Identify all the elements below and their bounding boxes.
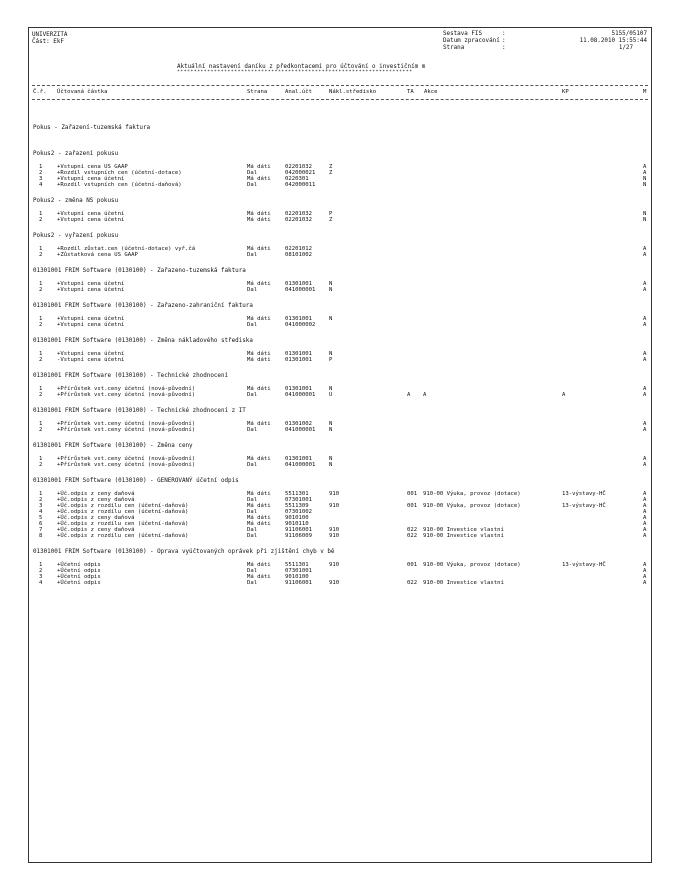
row-number: 1 — [39, 164, 43, 170]
row-action: 910-00 Investice vlastní — [423, 527, 504, 533]
row-side: Dal — [247, 392, 258, 398]
row-side: Má dáti — [247, 357, 271, 363]
row-side: Dal — [247, 533, 258, 539]
row-amount: +Vstupní cena účetní — [57, 316, 125, 322]
column-header: TA — [407, 89, 414, 95]
row-account: 041000001 — [285, 462, 316, 468]
row-m: A — [643, 574, 647, 580]
row-number: 4 — [39, 182, 43, 188]
row-number: 1 — [39, 351, 43, 357]
row-m: A — [643, 521, 647, 527]
row-amount: +Úč.odpis z rozdílu cen (účetní-daňová) — [57, 503, 189, 509]
row-number: 2 — [39, 497, 43, 503]
row-side: Má dáti — [247, 211, 271, 217]
row-amount: +Účetní odpis — [57, 562, 101, 568]
row-amount: +Úč.odpis z ceny daňová — [57, 515, 135, 521]
row-cost-center: U — [329, 392, 333, 398]
row-m: A — [643, 170, 647, 176]
row-account: 01301001 — [285, 456, 312, 462]
row-account: 02201032 — [285, 217, 312, 223]
row-m: A — [643, 322, 647, 328]
row-action: 910-00 Investice vlastní — [423, 533, 504, 539]
row-cost-center: N — [329, 462, 333, 468]
row-cost-center: Z — [329, 164, 333, 170]
row-number: 2 — [39, 357, 43, 363]
section-title: 01301001 FRIM Software (0130100) - Oprava vyúčtovaných oprávek při zjištění chyb v bě — [33, 549, 335, 555]
row-account: 01301001 — [285, 281, 312, 287]
row-cost-center: Z — [329, 170, 333, 176]
row-side: Dal — [247, 182, 258, 188]
row-number: 1 — [39, 386, 43, 392]
row-side: Má dáti — [247, 386, 271, 392]
row-m: A — [643, 281, 647, 287]
row-cost-center: 910 — [329, 562, 340, 568]
row-cost-center: 910 — [329, 533, 340, 539]
row-m: A — [643, 503, 647, 509]
row-cost-center: P — [329, 357, 333, 363]
row-amount: +Vstupní cena účetní — [57, 351, 125, 357]
page-value: 1/27 — [618, 45, 633, 51]
row-account: 01301001 — [285, 357, 312, 363]
row-account: 5511301 — [285, 491, 309, 497]
row-amount: +Úč.odpis z ceny daňová — [57, 497, 135, 503]
row-m: N — [643, 211, 647, 217]
row-amount: +Rozdíl zůstat.cen (účetní-dotace) vyř.čá — [57, 246, 196, 252]
row-amount: +Přírůstek vst.ceny účetní (nová-původní) — [57, 392, 196, 398]
row-number: 2 — [39, 462, 43, 468]
row-account: 5511301 — [285, 562, 309, 568]
row-number: 2 — [39, 252, 43, 258]
page-label: Strana — [443, 45, 465, 51]
row-side: Má dáti — [247, 176, 271, 182]
row-account: 01301001 — [285, 351, 312, 357]
row-amount: +Vstupní cena US GAAP — [57, 164, 128, 170]
row-amount: +Účetní odpis — [57, 580, 101, 586]
row-account: 91106001 — [285, 527, 312, 533]
column-header: Akce — [424, 89, 438, 95]
row-number: 2 — [39, 392, 43, 398]
row-amount: +Úč.odpis z rozdílu cen (účetní-daňová) — [57, 521, 189, 527]
row-kp: 13-výstavy-HČ — [562, 503, 606, 509]
row-account: 0220301 — [285, 176, 309, 182]
row-side: Má dáti — [247, 515, 271, 521]
section-title: 01301001 FRIM Software (0130100) - GENEROVANÝ účetní odpis — [33, 478, 239, 484]
row-m: A — [643, 562, 647, 568]
row-number: 2 — [39, 287, 43, 293]
column-header: M — [643, 89, 647, 95]
row-amount: +Přírůstek vst.ceny účetní (nová-původní) — [57, 462, 196, 468]
row-account: 9010100 — [285, 574, 309, 580]
row-account: 02201032 — [285, 211, 312, 217]
row-action: 910-00 Výuka, provoz (dotace) — [423, 562, 521, 568]
section-title: Pokus - Zařazení-tuzemská faktura — [33, 125, 151, 131]
column-header: KP — [562, 89, 569, 95]
row-number: 4 — [39, 580, 43, 586]
column-header: Nákl.středisko — [329, 89, 377, 95]
row-m: N — [643, 182, 647, 188]
row-amount: +Úč.odpis z ceny daňová — [57, 491, 135, 497]
row-number: 2 — [39, 568, 43, 574]
report-page: UNIVERZITA Část: EkF Sestava FIS : 5155/05107 Datum zpracování : 11.08.2010 15:55:44 Strana : 1/27 Aktuální nastavení daníku z předkontacemi pro účtování o investičním m ********************************************************************** Č.ř. Účtovaná částka Strana Anal.účt Nákl.středisko TA Akce KP M Pokus - Zařazení-tuzemská faktura Pokus2 - zařazení pokusu 1 +Vstupní cena US GAAP Má dáti 02201032 Z A 2 +Rozdíl vstupních cen (účetní-dotace) Dal 042000021 Z A 3 +Vstupní cena účetní Má dáti 0220301 N 4 +Rozdíl vstupních cen (účetní-daňová) Dal 042000011 N Pokus2 - změna NS pokusu 1 +Vstupní cena účetní Má dáti 02201032 P N 2 +Vstupní cena účetní Má dáti 02201032 Z N Pokus2 - vyřazení pokusu 1 +Rozdíl zůstat.cen (účetní-dotace) vyř.čá Má dáti 02201012 A 2 +Zůstatková cena US GAAP Dal 08101002 A 01301001 FRIM Software (0130100) - Zařazeno-tuzemská faktura 1 +Vstupní cena účetní Má dáti 01301001 N A 2 +Vstupní cena účetní Dal 041000001 N A 01301001 FRIM Software (0130100) - Zařazeno-zahraniční faktura 1 +Vstupní cena účetní Má dáti 01301001 N A 2 +Vstupní cena účetní Dal 041000002 A 01301001 FRIM Software (0130100) - Změna nákladového střediska 1 +Vstupní cena účetní Má dáti 01301001 N A 2 -Vstupní cena účetní Má dáti 01301001 P A 01301001 FRIM Software (0130100) - Technické zhodnocení 1 +Přírůstek vst.ceny účetní (nová-původní) Má dáti 01301001 N A 2 +Přírůstek vst.ceny účetní (nová-původní) Dal 041000001 U A A A A 01301001 FRIM Software (0130100) - Technické zhodnocení z IT 1 +Přírůstek vst.ceny účetní (nová-původní) Má dáti 01301002 N A 2 +Přírůstek vst.ceny účetní (nová-původní) Dal 041000001 N A 01301001 FRIM Software (0130100) - Změna ceny 1 +Přírůstek vst.ceny účetní (nová-původní) Má dáti 01301001 N A 2 +Přírůstek vst.ceny účetní (nová-původní) Dal 041000001 N A 01301001 FRIM Software (0130100) - GENEROVANÝ účetní odpis 1 +Úč.odpis z ceny daňová Má dáti 5511301 910 001 910-00 Výuka, provoz (dotace) 13-výstavy-HČ A 2 +Úč.odpis z ceny daňová Dal 07301001 A 3 +Úč.odpis z rozdílu cen (účetní-daňová) Má dáti 5511309 910 001 910-00 Výuka, provoz (dotace) 13-výstavy-HČ A 4 +Úč.odpis z rozdílu cen (účetní-daňová) Dal 07301002 A 5 +Úč.odpis z ceny daňová Má dáti 9010100 A 6 +Úč.odpis z rozdílu cen (účetní-daňová) Má dáti 9010110 A 7 +Úč.odpis z ceny daňová Dal 91106001 910 022 910-00 Investice vlastní A 8 +Úč.odpis z rozdílu cen (účetní-daňová) Dal 91106009 910 022 910-00 Investice vlastní A 01301001 FRIM Software (0130100) - Oprava vyúčtovaných oprávek při zjištění chyb v bě 1 +Účetní odpis Má dáti 5511301 910 001 910-00 Výuka, provoz (dotace) 13-výstavy-HČ A 2 +Účetní odpis Dal 07301001 A 3 +Účetní odpis Má dáti 9010100 A 4 +Účetní odpis Dal 91106001 910 022 910-00 Investice vlastní A — [28, 27, 652, 863]
row-amount: -Vstupní cena účetní — [57, 357, 125, 363]
section-title: 01301001 FRIM Software (0130100) - Zařazeno-tuzemská faktura — [33, 268, 246, 274]
row-side: Dal — [247, 527, 258, 533]
row-account: 5511309 — [285, 503, 309, 509]
row-account: 91106009 — [285, 533, 312, 539]
section-title: 01301001 FRIM Software (0130100) - Změna nákladového střediska — [33, 338, 253, 344]
row-m: A — [643, 568, 647, 574]
row-amount: +Přírůstek vst.ceny účetní (nová-původní) — [57, 386, 196, 392]
row-side: Má dáti — [247, 491, 271, 497]
row-m: A — [643, 427, 647, 433]
row-side: Dal — [247, 322, 258, 328]
row-side: Má dáti — [247, 246, 271, 252]
row-ta: 001 — [407, 491, 418, 497]
row-amount: +Vstupní cena účetní — [57, 211, 125, 217]
date-value: 11.08.2010 15:55:44 — [579, 38, 647, 44]
row-m: A — [643, 491, 647, 497]
row-number: 4 — [39, 509, 43, 515]
row-account: 02201032 — [285, 164, 312, 170]
row-amount: +Přírůstek vst.ceny účetní (nová-původní) — [57, 421, 196, 427]
row-cost-center: N — [329, 316, 333, 322]
row-side: Má dáti — [247, 574, 271, 580]
row-number: 6 — [39, 521, 43, 527]
row-action: 910-00 Investice vlastní — [423, 580, 504, 586]
row-m: A — [643, 580, 647, 586]
row-number: 1 — [39, 211, 43, 217]
row-number: 2 — [39, 217, 43, 223]
row-side: Dal — [247, 462, 258, 468]
row-cost-center: 910 — [329, 503, 340, 509]
row-amount: +Vstupní cena účetní — [57, 176, 125, 182]
row-cost-center: N — [329, 351, 333, 357]
row-amount: +Účetní odpis — [57, 574, 101, 580]
row-m: A — [643, 357, 647, 363]
header-rule-top — [32, 85, 648, 86]
row-number: 5 — [39, 515, 43, 521]
org-part: Část: EkF — [32, 39, 64, 45]
row-m: A — [643, 509, 647, 515]
row-m: A — [643, 351, 647, 357]
row-m: A — [643, 386, 647, 392]
row-amount: +Úč.odpis z ceny daňová — [57, 527, 135, 533]
row-ta: 001 — [407, 562, 418, 568]
row-amount: +Vstupní cena účetní — [57, 322, 125, 328]
row-cost-center: 910 — [329, 491, 340, 497]
row-cost-center: N — [329, 287, 333, 293]
row-side: Má dáti — [247, 456, 271, 462]
row-amount: +Přírůstek vst.ceny účetní (nová-původní) — [57, 427, 196, 433]
row-account: 041000001 — [285, 287, 316, 293]
report-label: Sestava FIS — [443, 31, 483, 37]
row-account: 07301002 — [285, 509, 312, 515]
section-title: 01301001 FRIM Software (0130100) - Zařazeno-zahraniční faktura — [33, 303, 253, 309]
row-m: A — [643, 246, 647, 252]
row-amount: +Vstupní cena účetní — [57, 287, 125, 293]
row-account: 01301001 — [285, 386, 312, 392]
row-m: A — [643, 456, 647, 462]
row-account: 9010110 — [285, 521, 309, 527]
row-kp: 13-výstavy-HČ — [562, 491, 606, 497]
row-amount: +Rozdíl vstupních cen (účetní-dotace) — [57, 170, 182, 176]
row-side: Dal — [247, 497, 258, 503]
row-account: 01301001 — [285, 316, 312, 322]
row-m: N — [643, 176, 647, 182]
column-header: Účtovaná částka — [57, 89, 108, 95]
row-side: Dal — [247, 580, 258, 586]
row-cost-center: 910 — [329, 580, 340, 586]
row-number: 1 — [39, 281, 43, 287]
row-cost-center: N — [329, 421, 333, 427]
row-number: 1 — [39, 456, 43, 462]
row-kp: 13-výstavy-HČ — [562, 562, 606, 568]
section-title: 01301001 FRIM Software (0130100) - Změna ceny — [33, 443, 193, 449]
section-title: Pokus2 - vyřazení pokusu — [33, 233, 119, 239]
row-m: N — [643, 217, 647, 223]
row-cost-center: N — [329, 281, 333, 287]
row-side: Dal — [247, 427, 258, 433]
row-account: 042000021 — [285, 170, 316, 176]
header-rule-bottom — [32, 99, 648, 100]
column-header: Č.ř. — [33, 89, 47, 95]
row-action: 910-00 Výuka, provoz (dotace) — [423, 491, 521, 497]
date-label: Datum zpracování — [443, 38, 500, 44]
row-side: Má dáti — [247, 217, 271, 223]
row-number: 8 — [39, 533, 43, 539]
row-side: Má dáti — [247, 281, 271, 287]
row-number: 2 — [39, 170, 43, 176]
row-side: Má dáti — [247, 521, 271, 527]
row-account: 02201012 — [285, 246, 312, 252]
row-number: 1 — [39, 491, 43, 497]
row-m: A — [643, 462, 647, 468]
section-title: 01301001 FRIM Software (0130100) - Technické zhodnocení — [33, 373, 229, 379]
row-account: 07301001 — [285, 497, 312, 503]
row-cost-center: N — [329, 456, 333, 462]
report-value: 5155/05107 — [611, 31, 647, 37]
row-side: Dal — [247, 568, 258, 574]
row-number: 3 — [39, 176, 43, 182]
row-account: 07301001 — [285, 568, 312, 574]
row-ta: A — [407, 392, 411, 398]
row-amount: +Úč.odpis z rozdílu cen (účetní-daňová) — [57, 509, 189, 515]
row-number: 1 — [39, 562, 43, 568]
row-m: A — [643, 316, 647, 322]
row-amount: +Účetní odpis — [57, 568, 101, 574]
row-amount: +Přírůstek vst.ceny účetní (nová-původní) — [57, 456, 196, 462]
row-m: A — [643, 164, 647, 170]
row-side: Má dáti — [247, 503, 271, 509]
row-cost-center: N — [329, 427, 333, 433]
row-amount: +Vstupní cena účetní — [57, 281, 125, 287]
row-action: A — [423, 392, 427, 398]
row-amount: +Zůstatková cena US GAAP — [57, 252, 138, 258]
row-number: 3 — [39, 574, 43, 580]
row-side: Dal — [247, 252, 258, 258]
row-side: Má dáti — [247, 351, 271, 357]
row-number: 7 — [39, 527, 43, 533]
section-title: Pokus2 - změna NS pokusu — [33, 198, 119, 204]
row-number: 1 — [39, 246, 43, 252]
section-title: 01301001 FRIM Software (0130100) - Technické zhodnocení z IT — [33, 408, 246, 414]
row-number: 1 — [39, 316, 43, 322]
row-m: A — [643, 392, 647, 398]
row-m: A — [643, 533, 647, 539]
row-ta: 022 — [407, 527, 418, 533]
row-ta: 001 — [407, 503, 418, 509]
row-amount: +Vstupní cena účetní — [57, 217, 125, 223]
row-m: A — [643, 287, 647, 293]
row-account: 042000011 — [285, 182, 316, 188]
row-number: 2 — [39, 427, 43, 433]
row-cost-center: Z — [329, 217, 333, 223]
row-ta: 022 — [407, 533, 418, 539]
row-cost-center: 910 — [329, 527, 340, 533]
report-title: Aktuální nastavení daníku z předkontacemi pro účtování o investičním m — [177, 64, 426, 70]
row-m: A — [643, 527, 647, 533]
row-number: 1 — [39, 421, 43, 427]
row-ta: 022 — [407, 580, 418, 586]
column-header: Anal.účt — [285, 89, 312, 95]
row-m: A — [643, 252, 647, 258]
org-name: UNIVERZITA — [32, 32, 68, 38]
row-action: 910-00 Výuka, provoz (dotace) — [423, 503, 521, 509]
row-cost-center: P — [329, 211, 333, 217]
row-m: A — [643, 515, 647, 521]
row-side: Má dáti — [247, 562, 271, 568]
row-account: 01301002 — [285, 421, 312, 427]
row-account: 041000001 — [285, 392, 316, 398]
row-side: Má dáti — [247, 316, 271, 322]
row-amount: +Rozdíl vstupních cen (účetní-daňová) — [57, 182, 182, 188]
row-kp: A — [562, 392, 566, 398]
row-side: Má dáti — [247, 164, 271, 170]
column-header: Strana — [247, 89, 268, 95]
row-number: 3 — [39, 503, 43, 509]
section-title: Pokus2 - zařazení pokusu — [33, 151, 119, 157]
row-amount: +Úč.odpis z rozdílu cen (účetní-daňová) — [57, 533, 189, 539]
title-underline: ********************************************************************** — [177, 70, 413, 75]
row-account: 08101002 — [285, 252, 312, 258]
row-account: 041000001 — [285, 427, 316, 433]
row-side: Dal — [247, 287, 258, 293]
row-side: Má dáti — [247, 421, 271, 427]
row-account: 9010100 — [285, 515, 309, 521]
row-account: 91106001 — [285, 580, 312, 586]
row-side: Dal — [247, 170, 258, 176]
row-cost-center: N — [329, 386, 333, 392]
row-m: A — [643, 497, 647, 503]
row-number: 2 — [39, 322, 43, 328]
row-m: A — [643, 421, 647, 427]
row-side: Dal — [247, 509, 258, 515]
row-account: 041000002 — [285, 322, 316, 328]
